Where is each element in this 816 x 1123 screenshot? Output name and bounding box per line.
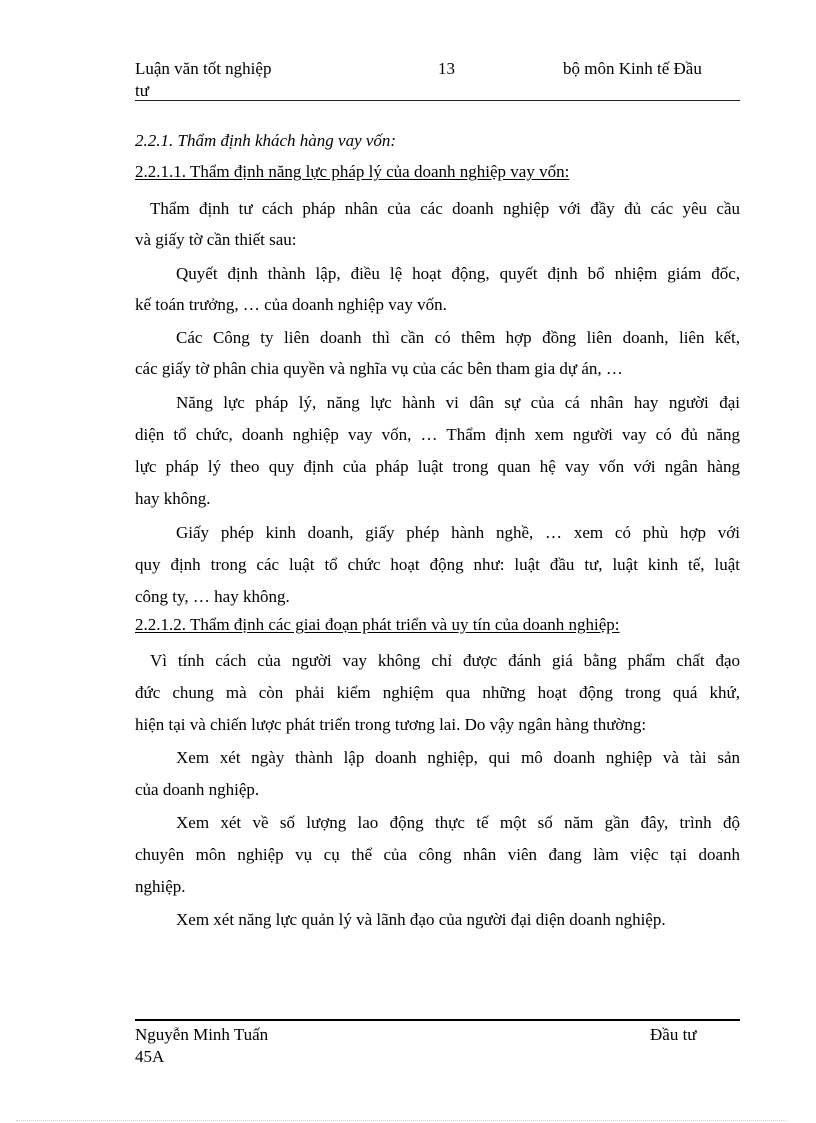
header-thesis-label: Luận văn tốt nghiệp xyxy=(135,59,272,78)
paragraph-line: chuyên môn nghiệp vụ cụ thể của công nhân viên đang làm việc tại doanh xyxy=(135,845,740,864)
paragraph-line: Thẩm định tư cách pháp nhân của các doanh nghiệp với đầy đủ các yêu cầu xyxy=(150,199,740,218)
paragraph-line: của doanh nghiệp. xyxy=(135,780,260,799)
subsection-heading-2: 2.2.1.2. Thẩm định các giai đoạn phát triển và uy tín của doanh nghiệp: xyxy=(135,615,620,634)
section-heading: 2.2.1. Thẩm định khách hàng vay vốn: xyxy=(135,131,397,150)
footer-major: Đầu tư xyxy=(650,1025,697,1044)
paragraph-line: Vì tính cách của người vay không chỉ được đánh giá bằng phẩm chất đạo xyxy=(150,651,740,670)
paragraph-line: hay không. xyxy=(135,489,211,508)
page-bottom-edge xyxy=(16,1120,786,1121)
footer-author: Nguyễn Minh Tuấn xyxy=(135,1025,269,1044)
paragraph-line: Xem xét ngày thành lập doanh nghiệp, qui mô doanh nghiệp và tài sản xyxy=(176,748,740,767)
paragraph-line: quy định trong các luật tổ chức hoạt động như: luật đầu tư, luật kinh tế, luật xyxy=(135,555,740,574)
paragraph-line: đức chung mà còn phải kiểm nghiệm qua những hoạt động trong quá khứ, xyxy=(135,683,740,702)
header-department-wrap: tư xyxy=(135,81,149,100)
paragraph-line: Quyết định thành lập, điều lệ hoạt động, quyết định bổ nhiệm giám đốc, xyxy=(176,264,740,283)
header-divider xyxy=(135,100,740,101)
paragraph-line: công ty, … hay không. xyxy=(135,587,290,606)
paragraph-line: nghiệp. xyxy=(135,877,186,896)
paragraph-line: kế toán trưởng, … của doanh nghiệp vay vốn. xyxy=(135,295,447,314)
footer-class: 45A xyxy=(135,1047,165,1066)
paragraph-line: và giấy tờ cần thiết sau: xyxy=(135,230,297,249)
paragraph-line: Xem xét năng lực quản lý và lãnh đạo của người đại diện doanh nghiệp. xyxy=(176,910,666,929)
header-department: bộ môn Kinh tế Đầu xyxy=(563,59,702,78)
subsection-heading-1: 2.2.1.1. Thẩm định năng lực pháp lý của doanh nghiệp vay vốn: xyxy=(135,162,570,181)
paragraph-line: lực pháp lý theo quy định của pháp luật trong quan hệ vay vốn với ngân hàng xyxy=(135,457,740,476)
page-number: 13 xyxy=(438,59,455,78)
paragraph-line: các giấy tờ phân chia quyền và nghĩa vụ của các bên tham gia dự án, … xyxy=(135,359,623,378)
paragraph-line: hiện tại và chiến lược phát triển trong tương lai. Do vậy ngân hàng thường: xyxy=(135,715,647,734)
paragraph-line: Năng lực pháp lý, năng lực hành vi dân sự của cá nhân hay người đại xyxy=(176,393,740,412)
paragraph-line: Xem xét về số lượng lao động thực tế một số năm gần đây, trình độ xyxy=(176,813,740,832)
paragraph-line: Các Công ty liên doanh thì cần có thêm hợp đồng liên doanh, liên kết, xyxy=(176,328,740,347)
paragraph-line: diện tổ chức, doanh nghiệp vay vốn, … Thẩm định xem người vay có đủ năng xyxy=(135,425,740,444)
footer-divider xyxy=(135,1019,740,1021)
paragraph-line: Giấy phép kinh doanh, giấy phép hành nghề, … xem có phù hợp với xyxy=(176,523,740,542)
